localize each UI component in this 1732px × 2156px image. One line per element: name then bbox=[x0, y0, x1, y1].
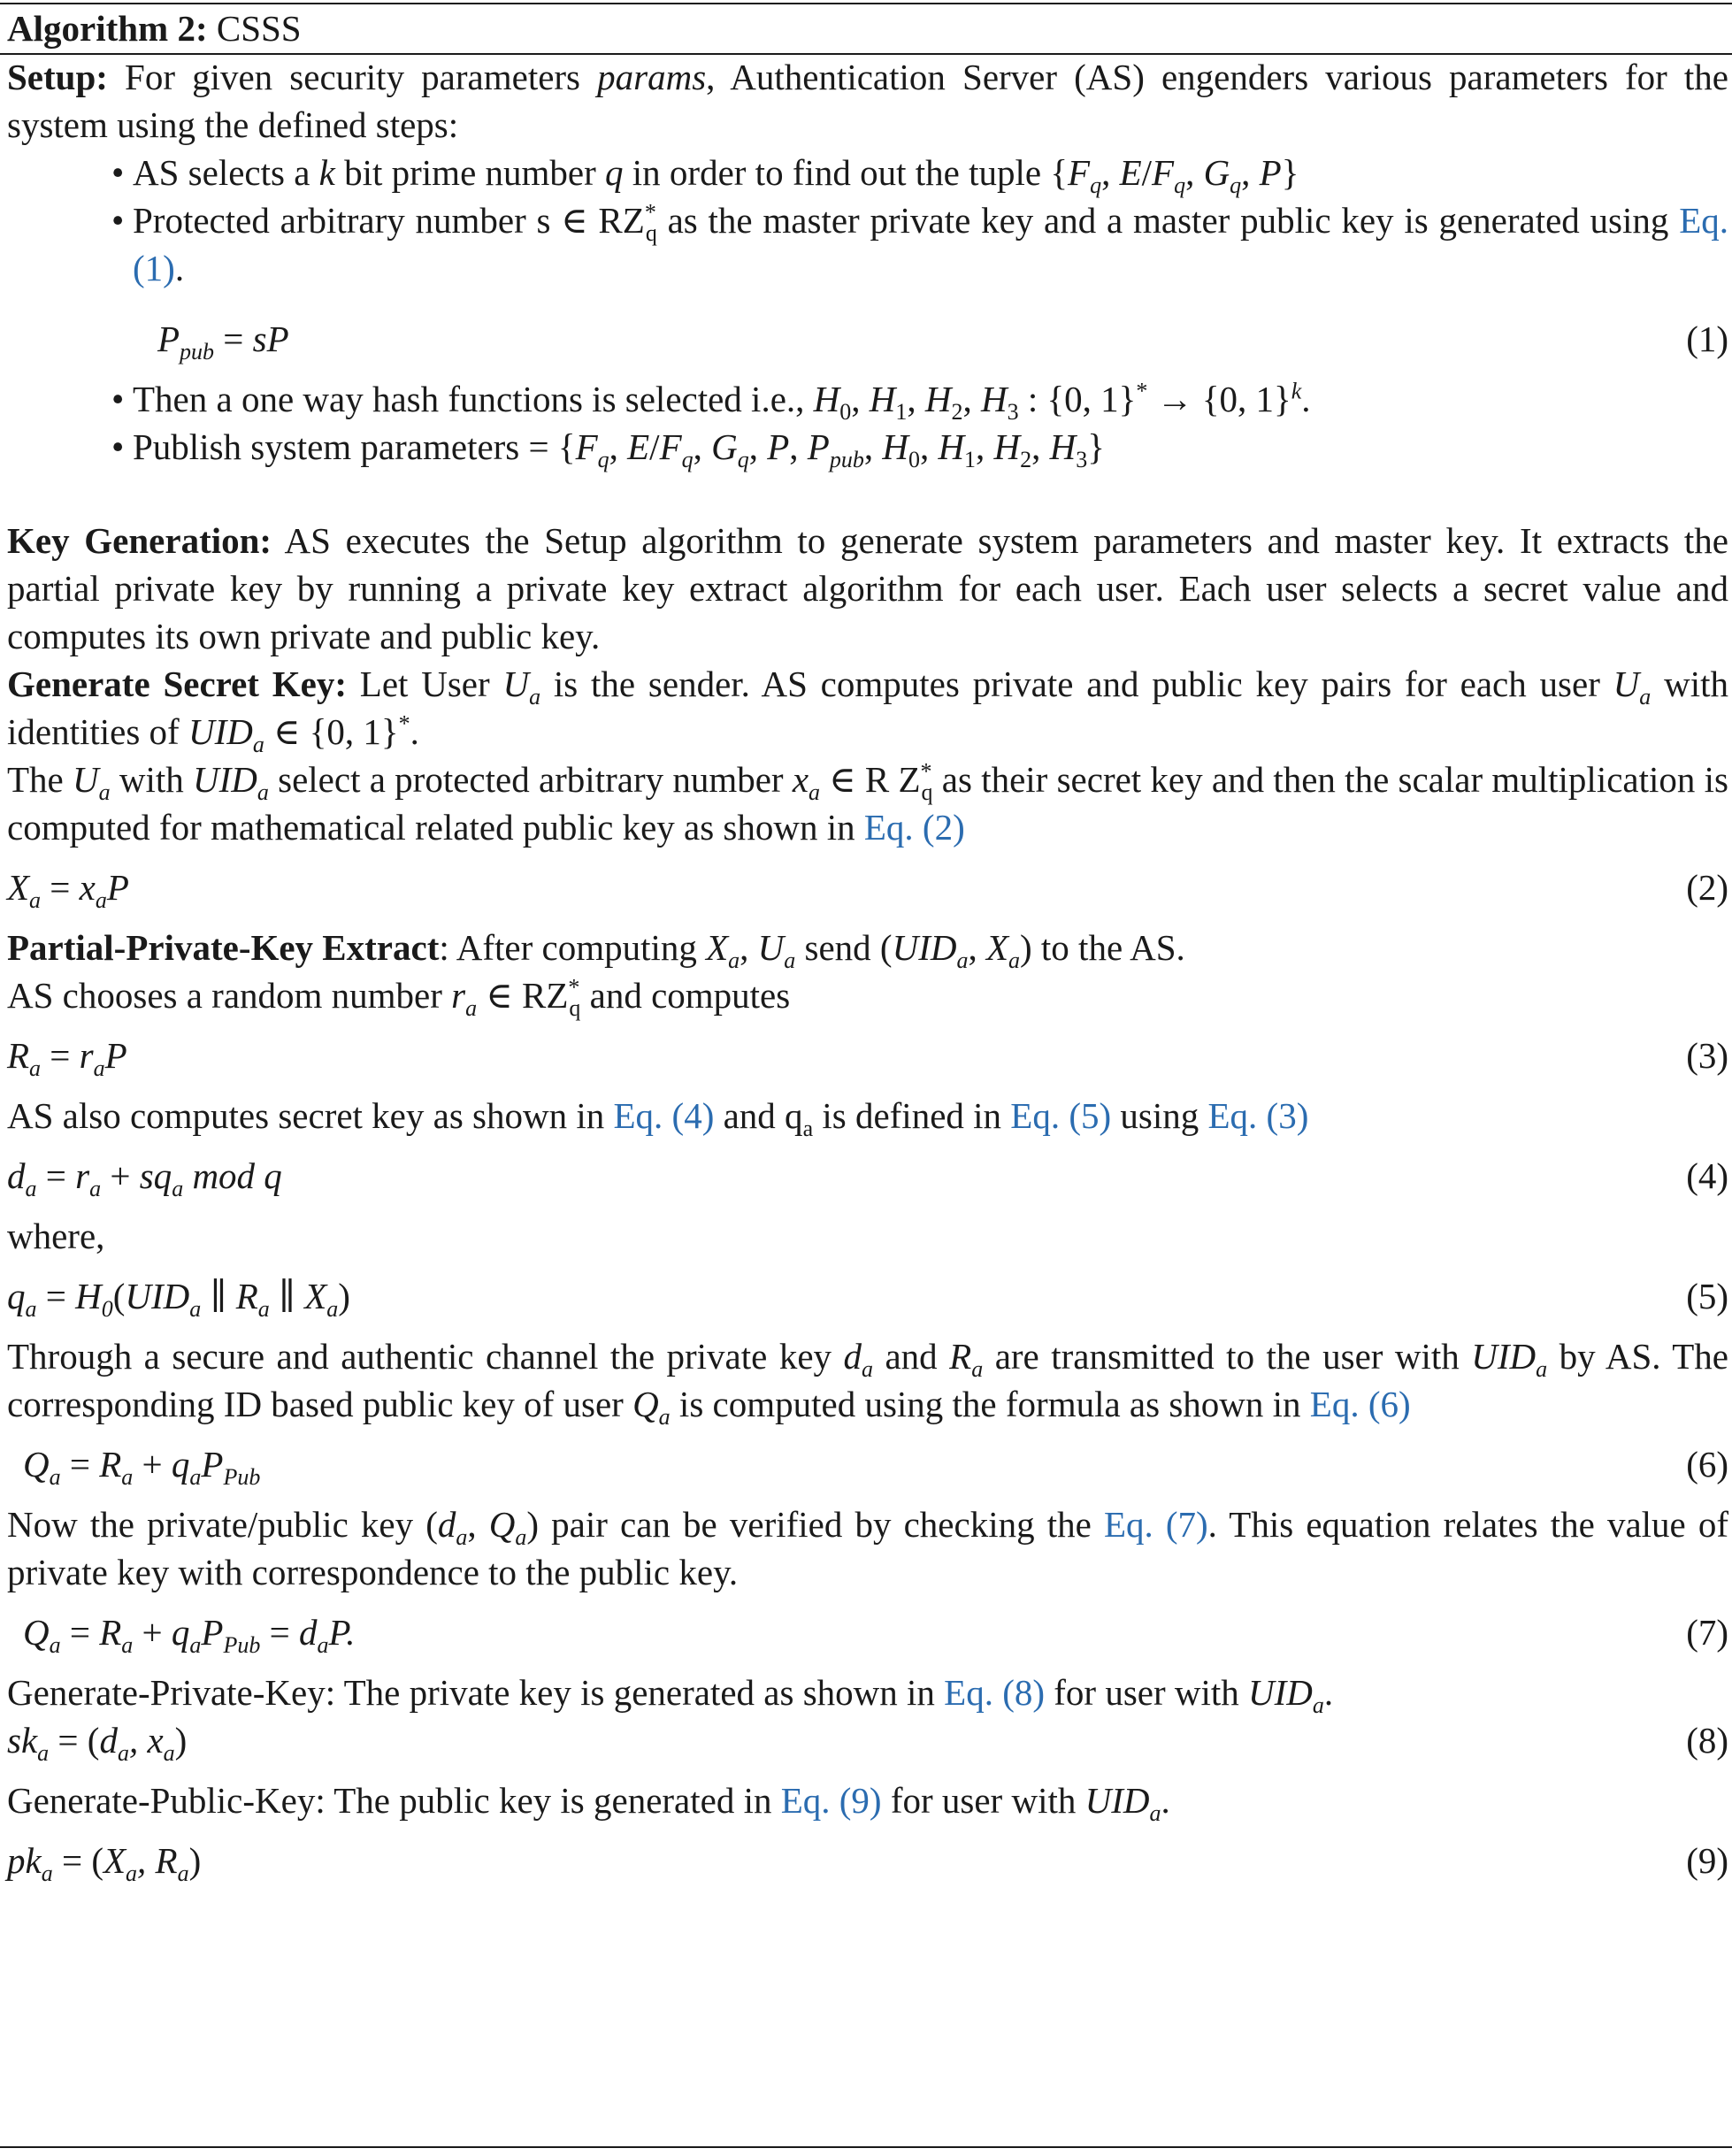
equation-7-number: (7) bbox=[1686, 1612, 1728, 1653]
equation-1-number: (1) bbox=[1686, 318, 1728, 359]
setup-bullet-1: • AS selects a k bit prime number q in order to find out the tuple {$F_q$, $E/F_q$, $G_q$, P} bbox=[111, 152, 1299, 199]
equation-9: $pk_a = (X_a$, $R_a$) (9) bbox=[7, 1837, 1728, 1884]
setup-bullet-2: • Protected arbitrary number s ∈ $RZ^*_q$ as the master private key and a master public key is generated using Eq. (1). bbox=[111, 199, 1728, 288]
equation-6-number: (6) bbox=[1686, 1444, 1728, 1485]
eq6-link[interactable]: Eq. (6) bbox=[1309, 1384, 1411, 1424]
algorithm-name: CSSS bbox=[216, 8, 302, 49]
generate-public-key-paragraph: Generate-Public-Key: The public key is generated in Eq. (9) for user with $UID_a$. bbox=[7, 1780, 1170, 1827]
random-number-paragraph: AS chooses a random number $r_a$ ∈ $RZ^*_q$ and computes bbox=[7, 974, 791, 1022]
partial-private-key-paragraph: Partial-Private-Key Extract: After computing $X_a$, $U_a$ send ($UID_a$, $X_a$) to the AS. bbox=[7, 927, 1185, 974]
equation-4-number: (4) bbox=[1686, 1155, 1728, 1196]
eq5-link[interactable]: Eq. (5) bbox=[1010, 1095, 1112, 1136]
equation-2-number: (2) bbox=[1686, 867, 1728, 908]
secret-key-selection-paragraph: The $U_a$ with $UID_a$ select a protected arbitrary number $x_a$ ∈ R $Z^*_q$ as their secret key and then the scalar multiplication is computed for mathematical related public key as shown in Eq. (2) bbox=[7, 758, 1728, 848]
eq4-link[interactable]: Eq. (4) bbox=[613, 1095, 715, 1136]
equation-3: $R_a = r_aP$ (3) bbox=[7, 1032, 1728, 1079]
setup-paragraph: Setup: For given security parameters params, Authentication Server (AS) engenders various parameters for the system using the defined steps: bbox=[7, 57, 1729, 145]
equation-9-number: (9) bbox=[1686, 1840, 1728, 1881]
secret-key-compute-paragraph: AS also computes secret key as shown in Eq. (4) and $q_a$ is defined in Eq. (5) using Eq. (3) bbox=[7, 1095, 1309, 1142]
eq3-link[interactable]: Eq. (3) bbox=[1207, 1095, 1309, 1136]
setup-bullet-3: • Then a one way hash functions is selected i.e., $H_0$, $H_1$, $H_2$, $H_3$ : {0, 1}* → {0, 1}$^k$. bbox=[111, 378, 1311, 426]
equation-4: $d_a = r_a + sq_a$ mod q (4) bbox=[7, 1152, 1728, 1200]
equation-6: $Q_a = R_a + q_aP_{Pub}$ (6) bbox=[7, 1440, 1728, 1488]
key-generation-paragraph: Key Generation: AS executes the Setup algorithm to generate system parameters and master key. It extracts the partial private key by running a private key extract algorithm for each user. Each user selects a secret value and computes its own private and public key. bbox=[7, 520, 1728, 656]
algorithm-title bbox=[7, 4, 1728, 53]
eq8-link[interactable]: Eq. (8) bbox=[944, 1672, 1046, 1713]
eq9-link[interactable]: Eq. (9) bbox=[780, 1780, 882, 1821]
equation-7: $Q_a = R_a + q_aP_{Pub} = d_aP$. (7) bbox=[7, 1608, 1728, 1656]
equation-8-number: (8) bbox=[1686, 1720, 1728, 1761]
eq7-link[interactable]: Eq. (7) bbox=[1103, 1504, 1208, 1545]
where-text: where, bbox=[7, 1216, 105, 1256]
key-generation-heading: Key Generation: bbox=[7, 520, 272, 561]
verify-pair-paragraph: Now the private/public key ($d_a$, $Q_a$) pair can be verified by checking the Eq. (7). This equation relates the value of private key with correspondence to the public key. bbox=[7, 1504, 1729, 1592]
partial-private-key-heading: Partial-Private-Key Extract bbox=[7, 927, 440, 968]
setup-heading: Setup: bbox=[7, 57, 108, 97]
secure-channel-paragraph: Through a secure and authentic channel the private key $d_a$ and $R_a$ are transmitted to the user with $UID_a$ by AS. The corresponding ID based public key of user $Q_a$ is computed using the formula as shown in Eq. (6) bbox=[7, 1336, 1729, 1431]
equation-8: $sk_a = (d_a$, $x_a$) (8) bbox=[7, 1716, 1728, 1764]
generate-private-key-paragraph: Generate-Private-Key: The private key is generated as shown in Eq. (8) for user with $UID_a$. bbox=[7, 1672, 1334, 1719]
setup-bullet-4: • Publish system parameters = {$F_q$, $E/F_q$, $G_q$, P, $P_{pub}$, $H_0$, $H_1$, $H_2$, $H_3$} bbox=[111, 426, 1105, 473]
algorithm-content bbox=[7, 4, 1729, 1887]
generate-secret-key-heading: Generate Secret Key: bbox=[7, 664, 347, 704]
equation-2: $X_a = x_aP$ (2) bbox=[7, 863, 1728, 911]
equation-5: $q_a = H_0(UID_a$ ∥ $R_a$ ∥ $X_a$) (5) bbox=[7, 1272, 1728, 1320]
generate-secret-key-paragraph: Generate Secret Key: Let User $U_a$ is the sender. AS computes private and public key pairs for each user $U_a$ with identities of $UID_a$ ∈ {0, 1}*. bbox=[7, 664, 1728, 758]
equation-3-number: (3) bbox=[1686, 1035, 1728, 1076]
bottom-rule bbox=[0, 2146, 1732, 2148]
algorithm-label: Algorithm 2: bbox=[7, 8, 208, 49]
eq1-link[interactable]: Eq. (1) bbox=[133, 200, 1728, 288]
equation-1: $P_{pub}$ = sP (1) bbox=[7, 315, 1728, 363]
eq2-link[interactable]: Eq. (2) bbox=[863, 807, 965, 848]
equation-5-number: (5) bbox=[1686, 1276, 1728, 1316]
